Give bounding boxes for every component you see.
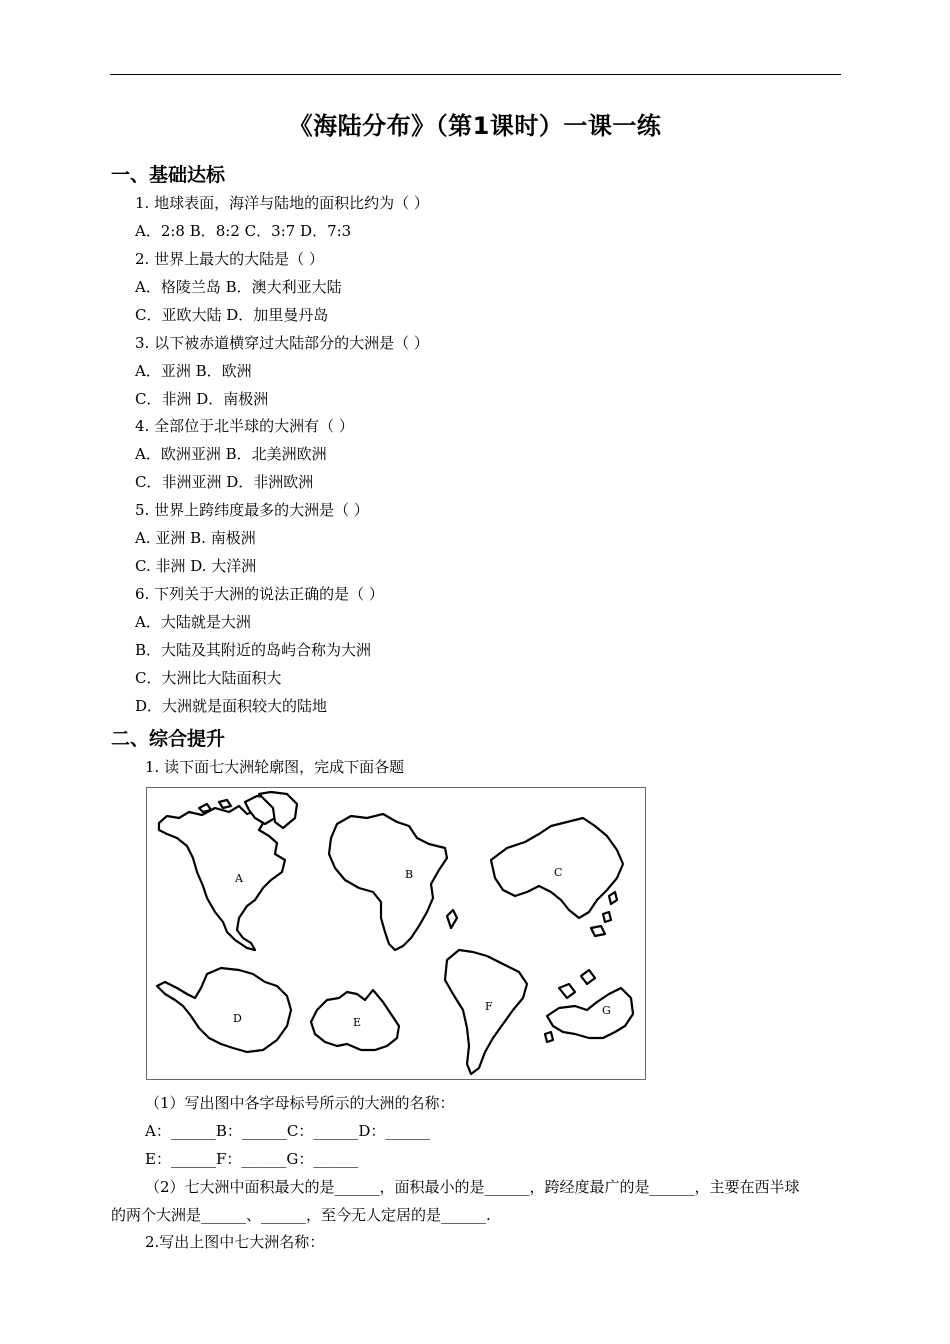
sub-question-2-line1: （2）七大洲中面积最大的是______，面积最小的是______，跨经度最广的是______，主要在西半球 (145, 1178, 800, 1196)
question-options: A．格陵兰岛 B．澳大利亚大陆 (135, 278, 342, 296)
continents-outline-map (146, 787, 646, 1080)
question-options: C．非洲亚洲 D．非洲欧洲 (135, 473, 314, 491)
question-options: C．非洲 D．南极洲 (135, 390, 269, 408)
question-stem: 2. 世界上最大的大陆是（ ） (135, 250, 324, 268)
map-label-c: C (554, 866, 563, 879)
question-stem: 3. 以下被赤道横穿过大陆部分的大洲是（ ） (135, 334, 429, 352)
question-stem: 4. 全部位于北半球的大洲有（ ） (135, 417, 354, 435)
question-options: A. 亚洲 B. 南极洲 (135, 529, 256, 547)
map-label-b: B (405, 868, 414, 881)
header-rule (110, 74, 841, 75)
sub-question-1: （1）写出图中各字母标号所示的大洲的名称： (145, 1094, 455, 1112)
question-options: B．大陆及其附近的岛屿合称为大洲 (135, 641, 372, 659)
question-stem: 1. 地球表面，海洋与陆地的面积比约为（ ） (135, 194, 429, 212)
answer-blanks-row: A：______B：______C：______D：______ (145, 1122, 431, 1140)
question-options: A．欧洲亚洲 B．北美洲欧洲 (135, 445, 327, 463)
continent-d-outline (157, 968, 291, 1052)
question-stem: 6. 下列关于大洲的说法正确的是（ ） (135, 585, 384, 603)
question-options: A．2:8 B．8:2 C．3:7 D．7:3 (135, 222, 352, 240)
map-label-g: G (602, 1004, 611, 1017)
section-heading-advanced: 二、综合提升 (111, 728, 226, 750)
map-label-a: A (235, 872, 243, 885)
answer-blanks-row: E：______F：______G：______ (145, 1150, 359, 1168)
map-label-e: E (353, 1016, 362, 1029)
question-options: C．大洲比大陆面积大 (135, 669, 282, 687)
page-title: 《海陆分布》（第1课时）一课一练 (288, 112, 662, 140)
question-options: A．大陆就是大洲 (135, 613, 251, 631)
sub-question-2-line2: 的两个大洲是______、______，至今无人定居的是______. (111, 1206, 491, 1224)
map-label-d: D (233, 1012, 242, 1025)
continent-a-outline (159, 806, 285, 950)
section-heading-basic: 一、基础达标 (111, 164, 226, 186)
question-stem: 5. 世界上跨纬度最多的大洲是（ ） (135, 501, 369, 519)
question-stem: 2.写出上图中七大洲名称： (145, 1233, 325, 1251)
continent-g-outline (547, 988, 633, 1038)
question-options: D．大洲就是面积较大的陆地 (135, 697, 328, 715)
question-options: A．亚洲 B．欧洲 (135, 362, 252, 380)
question-options: C．亚欧大陆 D．加里曼丹岛 (135, 306, 329, 324)
question-options: C. 非洲 D. 大洋洲 (135, 557, 257, 575)
map-label-f: F (485, 1000, 493, 1013)
continent-b-outline (329, 814, 447, 950)
question-stem: 1. 读下面七大洲轮廓图，完成下面各题 (145, 758, 405, 776)
